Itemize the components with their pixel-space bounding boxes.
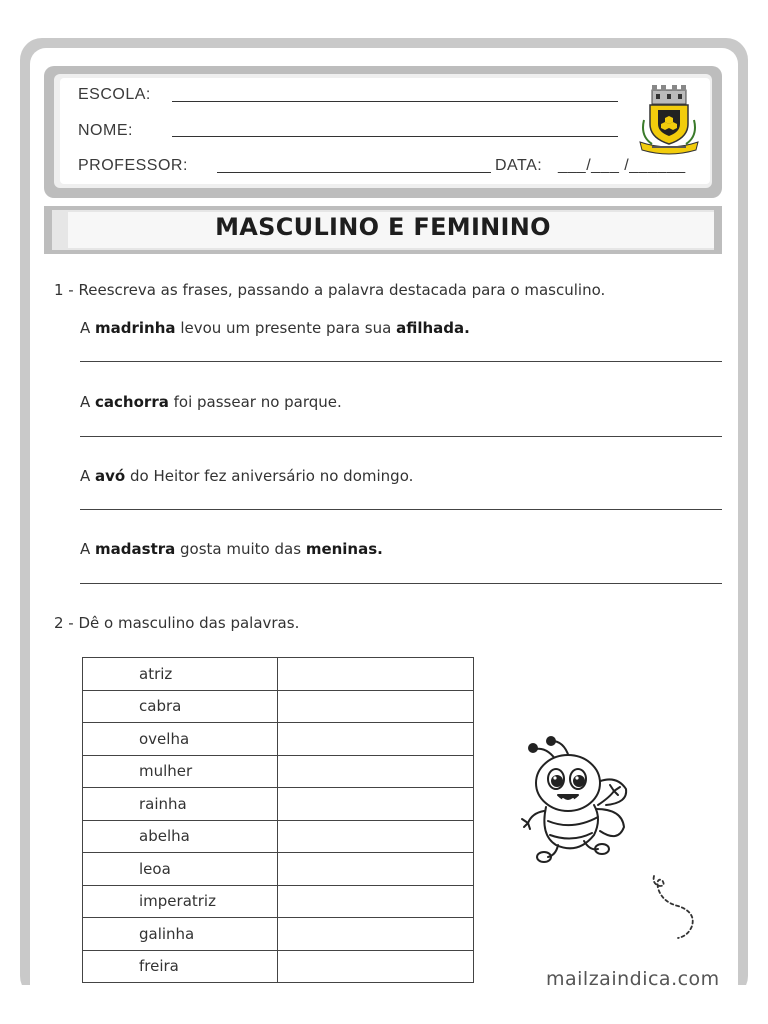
sentence-3-mid: do Heitor fez aniversário no domingo. — [125, 467, 414, 485]
table-row — [83, 950, 474, 983]
page-bottom-mask — [0, 985, 768, 1024]
table-row — [83, 918, 474, 951]
word-cell: cabra — [83, 690, 278, 723]
sentence-3-pre: A — [80, 467, 96, 485]
sentence-4-mid: gosta muito das — [175, 540, 306, 558]
sentence-1-mid: levou um presente para sua — [175, 319, 397, 337]
escola-line[interactable] — [172, 101, 618, 102]
answer-line-1[interactable] — [80, 361, 722, 362]
sentence-3-highlight: avó — [95, 467, 126, 485]
word-cell: rainha — [83, 788, 278, 821]
answer-line-2[interactable] — [80, 436, 722, 437]
sentence-4-pre: A — [80, 540, 96, 558]
word-cell: ovelha — [83, 723, 278, 756]
professor-line[interactable] — [217, 172, 491, 173]
table-row — [83, 690, 474, 723]
sentence-2 — [80, 393, 342, 411]
word-cell: atriz — [83, 658, 278, 691]
date-slots[interactable]: ___/___ /______ — [558, 157, 686, 174]
table-row — [83, 788, 474, 821]
word-cell: leoa — [83, 853, 278, 886]
table-row — [83, 820, 474, 853]
table-row — [83, 723, 474, 756]
answer-cell[interactable] — [278, 690, 474, 723]
sentence-4-highlight: madastra — [95, 540, 176, 558]
sentence-2-mid: foi passear no parque. — [168, 393, 342, 411]
page-title: MASCULINO E FEMININO — [215, 213, 551, 241]
table-row — [83, 885, 474, 918]
professor-label: PROFESSOR: — [78, 157, 188, 174]
answer-line-4[interactable] — [80, 583, 722, 584]
answer-cell[interactable] — [278, 950, 474, 983]
footer-watermark: mailzaindica.com — [546, 968, 720, 990]
sentence-4-highlight-2: meninas. — [305, 540, 383, 558]
nome-label: NOME: — [78, 122, 133, 139]
answer-cell[interactable] — [278, 788, 474, 821]
word-cell: abelha — [83, 820, 278, 853]
answer-cell[interactable] — [278, 820, 474, 853]
question-1-prompt: 1 - Reescreva as frases, passando a palavra destacada para o masculino. — [54, 281, 606, 299]
data-label: DATA: — [495, 157, 543, 174]
sentence-1-pre: A — [80, 319, 96, 337]
sentence-1 — [80, 319, 470, 337]
question-2-prompt: 2 - Dê o masculino das palavras. — [54, 614, 300, 632]
flight-trail-icon — [648, 872, 700, 944]
answer-cell[interactable] — [278, 658, 474, 691]
answer-line-3[interactable] — [80, 509, 722, 510]
table-row — [83, 755, 474, 788]
table-row — [83, 853, 474, 886]
sentence-2-pre: A — [80, 393, 96, 411]
bee-illustration-icon — [518, 735, 636, 865]
answer-cell[interactable] — [278, 853, 474, 886]
word-cell: freira — [83, 950, 278, 983]
school-crest-icon — [636, 80, 702, 156]
answer-cell[interactable] — [278, 723, 474, 756]
sentence-3 — [80, 467, 413, 485]
word-cell: mulher — [83, 755, 278, 788]
sentence-4 — [80, 540, 383, 558]
nome-line[interactable] — [172, 136, 618, 137]
sentence-1-highlight: madrinha — [95, 319, 176, 337]
answer-cell[interactable] — [278, 885, 474, 918]
answer-cell[interactable] — [278, 755, 474, 788]
word-table — [82, 657, 474, 983]
word-cell: galinha — [83, 918, 278, 951]
escola-label: ESCOLA: — [78, 86, 151, 103]
sentence-1-highlight-2: afilhada. — [396, 319, 470, 337]
sentence-2-highlight: cachorra — [95, 393, 169, 411]
word-cell: imperatriz — [83, 885, 278, 918]
table-row — [83, 658, 474, 691]
answer-cell[interactable] — [278, 918, 474, 951]
